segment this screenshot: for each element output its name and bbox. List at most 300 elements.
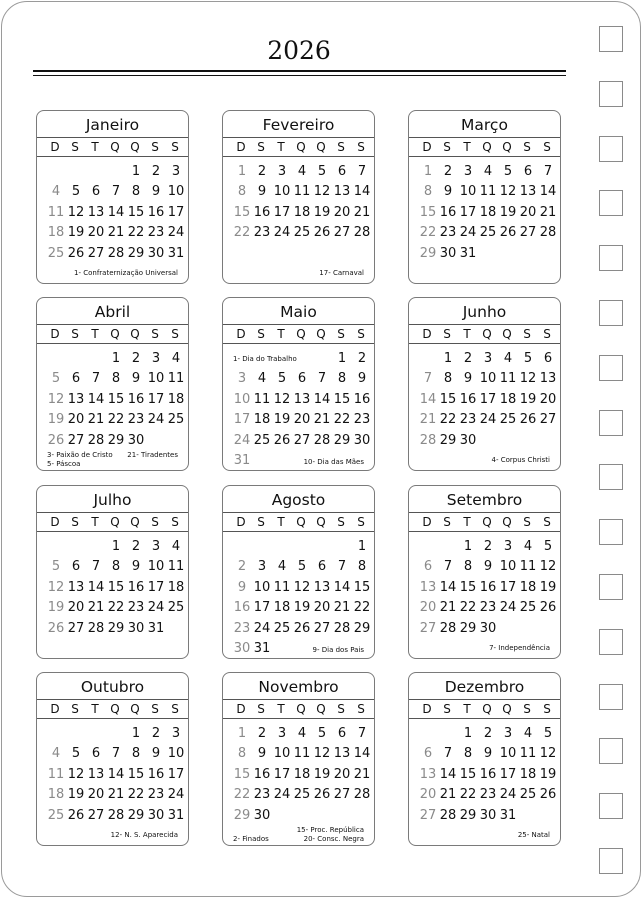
day-cell: 31	[147, 621, 165, 636]
day-cell: 23	[459, 412, 477, 427]
weekday-label: Q	[130, 702, 140, 716]
month-name: Março	[461, 116, 508, 134]
day-cell: 3	[171, 164, 181, 179]
checkbox[interactable]	[599, 26, 623, 52]
checkbox[interactable]	[599, 355, 623, 381]
weekday-label: T	[91, 702, 99, 716]
day-cell: 4	[51, 184, 61, 199]
day-cell: 20	[419, 787, 437, 802]
weekday-label: D	[422, 702, 432, 716]
weekday-label: D	[236, 515, 246, 529]
day-cell: 15	[233, 767, 251, 782]
day-cell: 2	[131, 351, 141, 366]
day-cell: 19	[47, 600, 65, 615]
day-cell: 21	[313, 412, 331, 427]
month-card	[36, 485, 189, 659]
weekday-label: S	[151, 327, 159, 341]
day-cell: 4	[171, 539, 181, 554]
day-cell: 2	[483, 539, 493, 554]
day-cell: 26	[67, 246, 85, 261]
weekday-label: Q	[482, 140, 492, 154]
day-cell: 17	[273, 205, 291, 220]
day-cell: 9	[131, 559, 141, 574]
day-cell: 14	[539, 184, 557, 199]
day-cell: 8	[131, 184, 141, 199]
weekday-label: Q	[130, 515, 140, 529]
day-cell: 16	[459, 392, 477, 407]
day-cell: 25	[167, 412, 185, 427]
day-cell: 15	[107, 392, 125, 407]
day-cell: 7	[357, 164, 367, 179]
day-cell: 8	[337, 371, 347, 386]
day-cell: 18	[519, 767, 537, 782]
day-cell: 1	[111, 351, 121, 366]
month-divider	[409, 324, 560, 325]
day-cell: 25	[519, 600, 537, 615]
day-cell: 17	[233, 412, 251, 427]
month-divider	[37, 324, 188, 325]
day-cell: 27	[293, 433, 311, 448]
holiday-note: 7- Independência	[489, 644, 550, 652]
weekday-label: Q	[296, 515, 306, 529]
day-cell: 2	[357, 351, 367, 366]
weekday-divider	[37, 343, 188, 344]
day-cell: 16	[127, 392, 145, 407]
checkbox[interactable]	[599, 410, 623, 436]
day-cell: 19	[313, 205, 331, 220]
day-cell: 10	[167, 184, 185, 199]
checkbox[interactable]	[599, 629, 623, 655]
weekday-label: S	[171, 702, 179, 716]
day-cell: 25	[167, 600, 185, 615]
day-cell: 29	[353, 621, 371, 636]
weekday-label: D	[236, 140, 246, 154]
day-cell: 29	[233, 808, 251, 823]
day-cell: 13	[333, 746, 351, 761]
day-cell: 10	[459, 184, 477, 199]
day-cell: 15	[459, 580, 477, 595]
day-cell: 7	[337, 559, 347, 574]
day-cell: 22	[107, 412, 125, 427]
weekday-label: Q	[482, 515, 492, 529]
title-rule-thick	[33, 70, 566, 72]
day-cell: 29	[127, 246, 145, 261]
day-cell: 20	[519, 205, 537, 220]
day-cell: 28	[419, 433, 437, 448]
day-cell: 28	[87, 621, 105, 636]
day-cell: 7	[111, 746, 121, 761]
day-cell: 11	[519, 746, 537, 761]
day-cell: 13	[419, 580, 437, 595]
day-cell: 21	[353, 205, 371, 220]
day-cell: 28	[313, 433, 331, 448]
day-cell: 29	[419, 246, 437, 261]
weekday-label: Q	[316, 140, 326, 154]
checkbox[interactable]	[599, 190, 623, 216]
day-cell: 6	[71, 559, 81, 574]
weekday-label: S	[171, 515, 179, 529]
day-cell: 21	[107, 787, 125, 802]
weekday-label: Q	[110, 515, 120, 529]
day-cell: 23	[479, 787, 497, 802]
day-cell: 8	[443, 371, 453, 386]
day-cell: 25	[293, 787, 311, 802]
checkbox[interactable]	[599, 300, 623, 326]
day-cell: 2	[131, 539, 141, 554]
day-cell: 24	[147, 600, 165, 615]
day-cell: 2	[257, 726, 267, 741]
day-cell: 20	[313, 600, 331, 615]
checkbox[interactable]	[599, 245, 623, 271]
weekday-label: S	[523, 515, 531, 529]
day-cell: 7	[91, 559, 101, 574]
day-cell: 14	[107, 205, 125, 220]
day-cell: 15	[127, 205, 145, 220]
day-cell: 23	[253, 787, 271, 802]
day-cell: 7	[443, 746, 453, 761]
day-cell: 27	[333, 225, 351, 240]
day-cell: 31	[499, 808, 517, 823]
checkbox[interactable]	[599, 136, 623, 162]
day-cell: 24	[273, 225, 291, 240]
day-cell: 13	[87, 767, 105, 782]
weekday-label: S	[357, 702, 365, 716]
day-cell: 8	[237, 746, 247, 761]
day-cell: 18	[519, 580, 537, 595]
checkbox[interactable]	[599, 464, 623, 490]
day-cell: 5	[51, 371, 61, 386]
weekday-divider	[409, 718, 560, 719]
checkbox[interactable]	[599, 81, 623, 107]
day-cell: 27	[67, 433, 85, 448]
day-cell: 12	[499, 184, 517, 199]
day-cell: 19	[313, 767, 331, 782]
weekday-label: Q	[296, 702, 306, 716]
day-cell: 10	[147, 559, 165, 574]
weekday-label: Q	[502, 515, 512, 529]
day-cell: 30	[127, 621, 145, 636]
day-cell: 28	[353, 225, 371, 240]
day-cell: 19	[539, 580, 557, 595]
day-cell: 14	[353, 746, 371, 761]
weekday-label: Q	[482, 702, 492, 716]
month-divider	[223, 512, 374, 513]
day-cell: 9	[463, 371, 473, 386]
day-cell: 6	[423, 746, 433, 761]
day-cell: 6	[543, 351, 553, 366]
day-cell: 7	[443, 559, 453, 574]
day-cell: 2	[257, 164, 267, 179]
holiday-note: 1- Dia do Trabalho	[233, 355, 297, 363]
day-cell: 23	[353, 412, 371, 427]
day-cell: 23	[233, 621, 251, 636]
day-cell: 12	[539, 746, 557, 761]
day-cell: 7	[543, 164, 553, 179]
day-cell: 12	[313, 184, 331, 199]
day-cell: 6	[337, 164, 347, 179]
weekday-label: D	[422, 515, 432, 529]
day-cell: 19	[67, 225, 85, 240]
day-cell: 9	[151, 746, 161, 761]
day-cell: 8	[111, 559, 121, 574]
day-cell: 27	[87, 246, 105, 261]
weekday-label: S	[543, 327, 551, 341]
day-cell: 25	[479, 225, 497, 240]
weekday-label: D	[50, 702, 60, 716]
day-cell: 1	[337, 351, 347, 366]
day-cell: 10	[499, 559, 517, 574]
day-cell: 8	[463, 559, 473, 574]
day-cell: 16	[253, 767, 271, 782]
holiday-note: 25- Natal	[517, 831, 550, 839]
day-cell: 20	[333, 767, 351, 782]
day-cell: 28	[439, 621, 457, 636]
day-cell: 23	[127, 600, 145, 615]
day-cell: 9	[483, 559, 493, 574]
month-name: Fevereiro	[262, 116, 335, 134]
day-cell: 19	[499, 205, 517, 220]
day-cell: 11	[519, 559, 537, 574]
day-cell: 3	[503, 539, 513, 554]
day-cell: 1	[111, 539, 121, 554]
month-card	[222, 297, 375, 471]
day-cell: 6	[91, 746, 101, 761]
holiday-note: 12- N. S. Aparecida	[110, 831, 178, 839]
weekday-label: S	[337, 140, 345, 154]
day-cell: 9	[483, 746, 493, 761]
checkbox[interactable]	[599, 738, 623, 764]
day-cell: 21	[333, 600, 351, 615]
day-cell: 25	[253, 433, 271, 448]
month-divider	[37, 699, 188, 700]
day-cell: 1	[423, 164, 433, 179]
day-cell: 4	[297, 726, 307, 741]
day-cell: 9	[443, 184, 453, 199]
day-cell: 30	[147, 808, 165, 823]
checkbox[interactable]	[599, 574, 623, 600]
day-cell: 1	[463, 726, 473, 741]
day-cell: 3	[257, 559, 267, 574]
day-cell: 13	[519, 184, 537, 199]
day-cell: 23	[253, 225, 271, 240]
day-cell: 25	[47, 246, 65, 261]
day-cell: 8	[357, 559, 367, 574]
day-cell: 27	[333, 787, 351, 802]
day-cell: 6	[297, 371, 307, 386]
day-cell: 14	[353, 184, 371, 199]
day-cell: 22	[459, 600, 477, 615]
day-cell: 4	[297, 164, 307, 179]
day-cell: 27	[539, 412, 557, 427]
day-cell: 15	[353, 580, 371, 595]
day-cell: 16	[253, 205, 271, 220]
day-cell: 29	[107, 433, 125, 448]
day-cell: 13	[313, 580, 331, 595]
weekday-label: Q	[296, 327, 306, 341]
day-cell: 24	[479, 412, 497, 427]
checkbox[interactable]	[599, 848, 623, 874]
day-cell: 9	[151, 184, 161, 199]
day-cell: 5	[51, 559, 61, 574]
month-card	[408, 297, 561, 471]
day-cell: 5	[317, 726, 327, 741]
day-cell: 22	[233, 787, 251, 802]
day-cell: 10	[253, 580, 271, 595]
day-cell: 26	[67, 808, 85, 823]
holiday-note: 10- Dia das Mães	[303, 458, 364, 466]
day-cell: 31	[253, 641, 271, 656]
day-cell: 5	[523, 351, 533, 366]
day-cell: 30	[147, 246, 165, 261]
day-cell: 30	[439, 246, 457, 261]
month-name: Maio	[280, 303, 317, 321]
day-cell: 10	[499, 746, 517, 761]
day-cell: 30	[479, 621, 497, 636]
weekday-label: Q	[482, 327, 492, 341]
checkbox[interactable]	[599, 519, 623, 545]
day-cell: 17	[459, 205, 477, 220]
day-cell: 20	[87, 787, 105, 802]
day-cell: 2	[237, 559, 247, 574]
month-divider	[223, 699, 374, 700]
weekday-label: D	[422, 140, 432, 154]
day-cell: 9	[131, 371, 141, 386]
month-divider	[223, 137, 374, 138]
weekday-label: Q	[316, 702, 326, 716]
weekday-label: T	[91, 515, 99, 529]
day-cell: 24	[499, 787, 517, 802]
day-cell: 16	[439, 205, 457, 220]
month-divider	[409, 699, 560, 700]
weekday-label: T	[91, 327, 99, 341]
weekday-label: T	[463, 140, 471, 154]
weekday-label: S	[257, 327, 265, 341]
month-divider	[409, 137, 560, 138]
day-cell: 14	[313, 392, 331, 407]
day-cell: 20	[67, 600, 85, 615]
month-name: Novembro	[258, 678, 339, 696]
weekday-label: S	[257, 140, 265, 154]
day-cell: 13	[293, 392, 311, 407]
weekday-divider	[37, 531, 188, 532]
day-cell: 12	[313, 746, 331, 761]
day-cell: 25	[273, 621, 291, 636]
day-cell: 20	[333, 205, 351, 220]
day-cell: 4	[171, 351, 181, 366]
day-cell: 15	[333, 392, 351, 407]
day-cell: 25	[519, 787, 537, 802]
month-card	[36, 110, 189, 284]
day-cell: 3	[277, 726, 287, 741]
weekday-label: S	[151, 140, 159, 154]
weekday-label: T	[277, 327, 285, 341]
day-cell: 9	[257, 184, 267, 199]
day-cell: 18	[479, 205, 497, 220]
day-cell: 3	[463, 164, 473, 179]
day-cell: 14	[419, 392, 437, 407]
day-cell: 28	[87, 433, 105, 448]
month-card	[222, 110, 375, 284]
day-cell: 22	[419, 225, 437, 240]
weekday-label: S	[71, 515, 79, 529]
day-cell: 1	[131, 164, 141, 179]
day-cell: 21	[87, 600, 105, 615]
holiday-note: 4- Corpus Christi	[491, 456, 550, 464]
weekday-label: D	[236, 702, 246, 716]
month-card	[408, 485, 561, 659]
day-cell: 11	[293, 184, 311, 199]
day-cell: 30	[253, 808, 271, 823]
weekday-label: Q	[316, 327, 326, 341]
day-cell: 1	[357, 539, 367, 554]
day-cell: 30	[479, 808, 497, 823]
day-cell: 19	[539, 767, 557, 782]
day-cell: 18	[253, 412, 271, 427]
day-cell: 17	[167, 205, 185, 220]
day-cell: 18	[293, 205, 311, 220]
checkbox[interactable]	[599, 684, 623, 710]
day-cell: 5	[71, 746, 81, 761]
day-cell: 12	[67, 767, 85, 782]
day-cell: 2	[151, 726, 161, 741]
day-cell: 31	[167, 246, 185, 261]
day-cell: 22	[233, 225, 251, 240]
weekday-label: Q	[502, 140, 512, 154]
day-cell: 10	[479, 371, 497, 386]
day-cell: 18	[47, 225, 65, 240]
day-cell: 21	[439, 787, 457, 802]
holiday-note: 20- Consc. Negra	[303, 835, 364, 843]
day-cell: 5	[277, 371, 287, 386]
day-cell: 4	[51, 746, 61, 761]
day-cell: 1	[463, 539, 473, 554]
day-cell: 24	[167, 787, 185, 802]
weekday-label: Q	[110, 140, 120, 154]
day-cell: 17	[253, 600, 271, 615]
month-divider	[223, 324, 374, 325]
day-cell: 20	[67, 412, 85, 427]
day-cell: 2	[443, 164, 453, 179]
weekday-divider	[223, 156, 374, 157]
day-cell: 4	[483, 164, 493, 179]
title-rule-thin	[33, 75, 566, 76]
weekday-label: S	[523, 702, 531, 716]
day-cell: 11	[293, 746, 311, 761]
day-cell: 12	[47, 392, 65, 407]
weekday-divider	[37, 156, 188, 157]
day-cell: 3	[237, 371, 247, 386]
day-cell: 11	[167, 371, 185, 386]
weekday-label: Q	[130, 327, 140, 341]
day-cell: 29	[127, 808, 145, 823]
weekday-label: T	[277, 140, 285, 154]
day-cell: 5	[71, 184, 81, 199]
weekday-divider	[409, 156, 560, 157]
day-cell: 25	[293, 225, 311, 240]
day-cell: 29	[459, 621, 477, 636]
checkbox[interactable]	[599, 793, 623, 819]
day-cell: 15	[459, 767, 477, 782]
weekday-label: S	[543, 702, 551, 716]
day-cell: 7	[357, 726, 367, 741]
day-cell: 3	[151, 351, 161, 366]
day-cell: 11	[47, 205, 65, 220]
day-cell: 16	[479, 580, 497, 595]
weekday-label: T	[463, 702, 471, 716]
day-cell: 13	[67, 580, 85, 595]
day-cell: 12	[47, 580, 65, 595]
day-cell: 2	[483, 726, 493, 741]
